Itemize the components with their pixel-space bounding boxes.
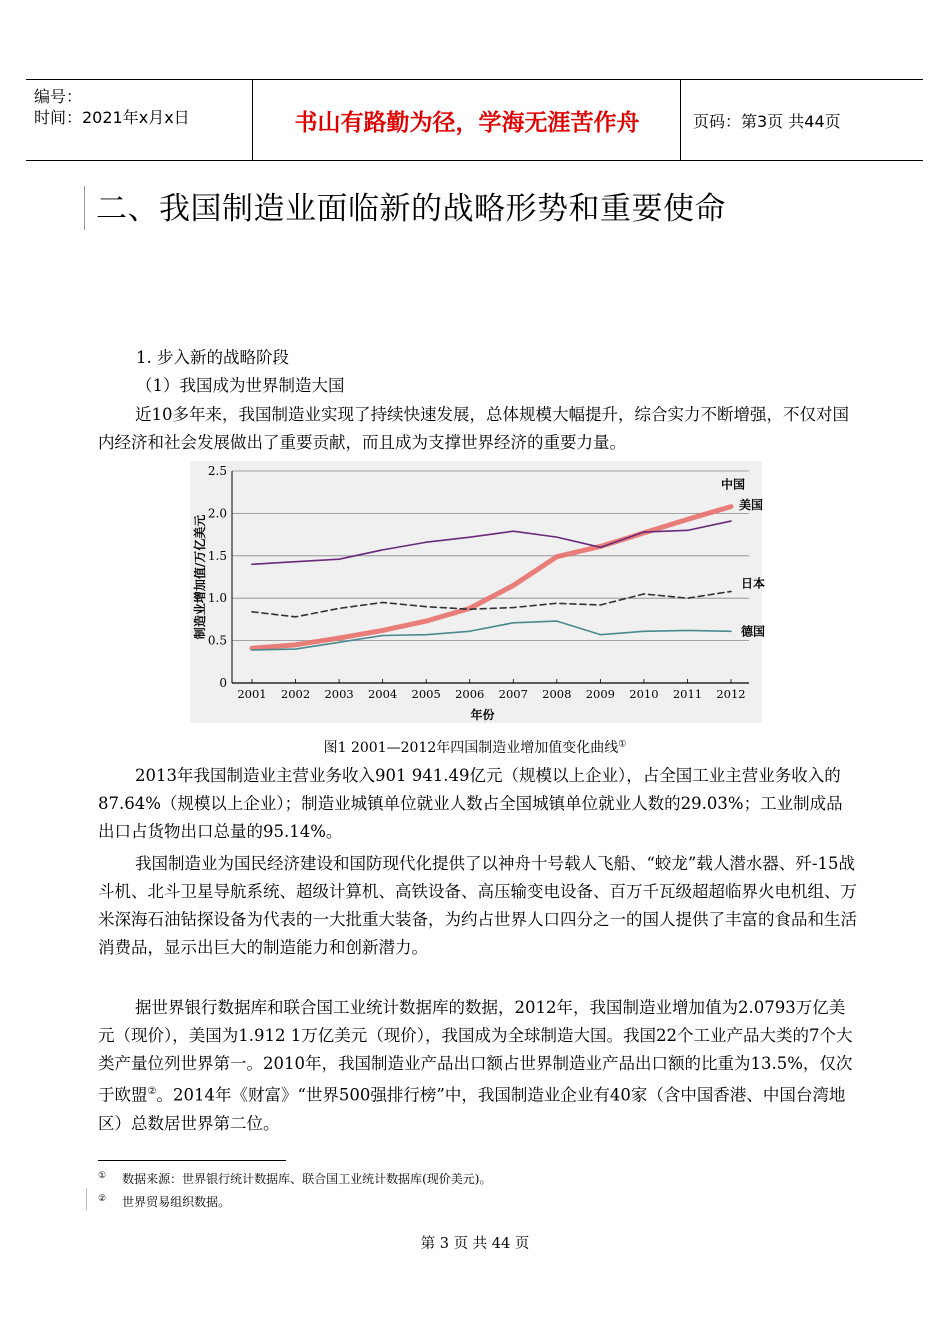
footnote-separator	[98, 1160, 286, 1161]
figure-caption	[0, 737, 950, 757]
footnote-1-mark: ①	[98, 1171, 107, 1181]
figure-caption-text: 图1 2001—2012年四国制造业增加值变化曲线	[323, 740, 619, 756]
subheading-strategic-stage: 1. 步入新的战略阶段	[136, 348, 289, 367]
x-tick-label: 2010	[629, 687, 659, 701]
x-tick-label: 2011	[672, 687, 703, 701]
y-tick-label: 0	[219, 676, 227, 690]
y-tick-label: 2.0	[207, 506, 227, 521]
x-tick-label: 2004	[367, 687, 398, 701]
x-tick-label: 2005	[411, 687, 441, 701]
x-tick-label: 2009	[585, 687, 616, 701]
document-header	[26, 79, 923, 161]
header-motto: 书山有路勤为径，学海无涯苦作舟	[254, 80, 681, 160]
x-tick-label: 2002	[280, 687, 311, 701]
figure-caption-note: ①	[618, 739, 627, 750]
footnote-1	[98, 1170, 491, 1187]
footnote-2-mark: ②	[98, 1194, 107, 1204]
y-tick-label: 0.5	[207, 633, 227, 648]
footnote-2	[98, 1193, 230, 1210]
x-tick-label: 2012	[716, 687, 746, 701]
series-label: 日本	[741, 576, 766, 591]
x-tick-label: 2006	[455, 687, 485, 701]
header-meta	[26, 80, 253, 160]
paragraph-1: 近10多年来，我国制造业实现了持续快速发展，总体规模大幅提升，综合实力不断增强，不仅对国内经济和社会发展做出了重要贡献，而且成为支撑世界经济的重要力量。	[98, 405, 849, 452]
paragraph-4-text-b: 。2014年《财富》“世界500强排行榜”中，我国制造业企业有40家（含中国香港、中国台湾地区）总数居世界第二位。	[98, 1085, 846, 1133]
heading-margin-rule	[84, 186, 85, 230]
x-tick-label: 2001	[237, 687, 267, 701]
series-line	[252, 621, 731, 650]
x-tick-label: 2008	[542, 687, 572, 701]
line-chart	[190, 461, 766, 723]
time-label: 时间：2021年x月x日	[34, 108, 190, 127]
paragraph-4-note: ②	[147, 1086, 157, 1097]
number-label: 编号：	[34, 87, 83, 106]
series-label: 中国	[721, 477, 746, 492]
y-tick-label: 2.5	[207, 464, 227, 478]
paragraph-3: 我国制造业为国民经济建设和国防现代化提供了以神舟十号载人飞船、“蛟龙”载人潜水器、歼-15战斗机、北斗卫星导航系统、超级计算机、高铁设备、高压输变电设备、百万千瓦级超超临界火电机组、万米深海石油钻探设备为代表的一大批重大装备，为约占世界人口四分之一的国人提供了丰富的食品和生活消费品，显示出巨大的制造能力和创新潜力。	[98, 854, 857, 957]
header-page-label: 页码：第3页 共44页	[693, 111, 841, 131]
paragraph-2: 2013年我国制造业主营业务收入901 941.49亿元（规模以上企业），占全国工业主营业务收入的87.64%（规模以上企业）；制造业城镇单位就业人数占全国城镇单位就业人数的29.03%；工业制成品出口占货物出口总量的95.14%。	[98, 766, 843, 841]
chart-svg	[190, 461, 766, 723]
y-tick-label: 1.0	[207, 591, 227, 606]
paragraph-4	[98, 994, 858, 1138]
series-label: 德国	[741, 624, 766, 639]
x-tick-label: 2007	[498, 687, 528, 701]
footnote-1-text: 数据来源：世界银行统计数据库、联合国工业统计数据库(现价美元)。	[122, 1172, 492, 1186]
subheading-manufacturing-power: （1）我国成为世界制造大国	[136, 376, 345, 395]
section-title: 二、我国制造业面临新的战略形势和重要使命	[96, 191, 726, 227]
y-axis-label: 制造业增加值/万亿美元	[193, 514, 207, 640]
series-label: 美国	[739, 498, 764, 513]
page-footer: 第 3 页 共 44 页	[420, 1236, 530, 1252]
footnote-margin-rule	[86, 1188, 87, 1210]
x-axis-label: 年份	[470, 708, 495, 722]
y-tick-label: 1.5	[207, 548, 227, 563]
footnote-2-text: 世界贸易组织数据。	[122, 1195, 231, 1209]
paragraph-4-text-a: 据世界银行数据库和联合国工业统计数据库的数据，2012年，我国制造业增加值为2.0793万亿美元（现价），美国为1.912 1万亿美元（现价），我国成为全球制造大国。我国22个工业产品大类的7个大类产量位列世界第一。2010年，我国制造业产品出口额占世界制造业产品出口额的比重为13.5%，仅次于欧盟	[98, 998, 853, 1105]
x-tick-label: 2003	[324, 687, 354, 701]
